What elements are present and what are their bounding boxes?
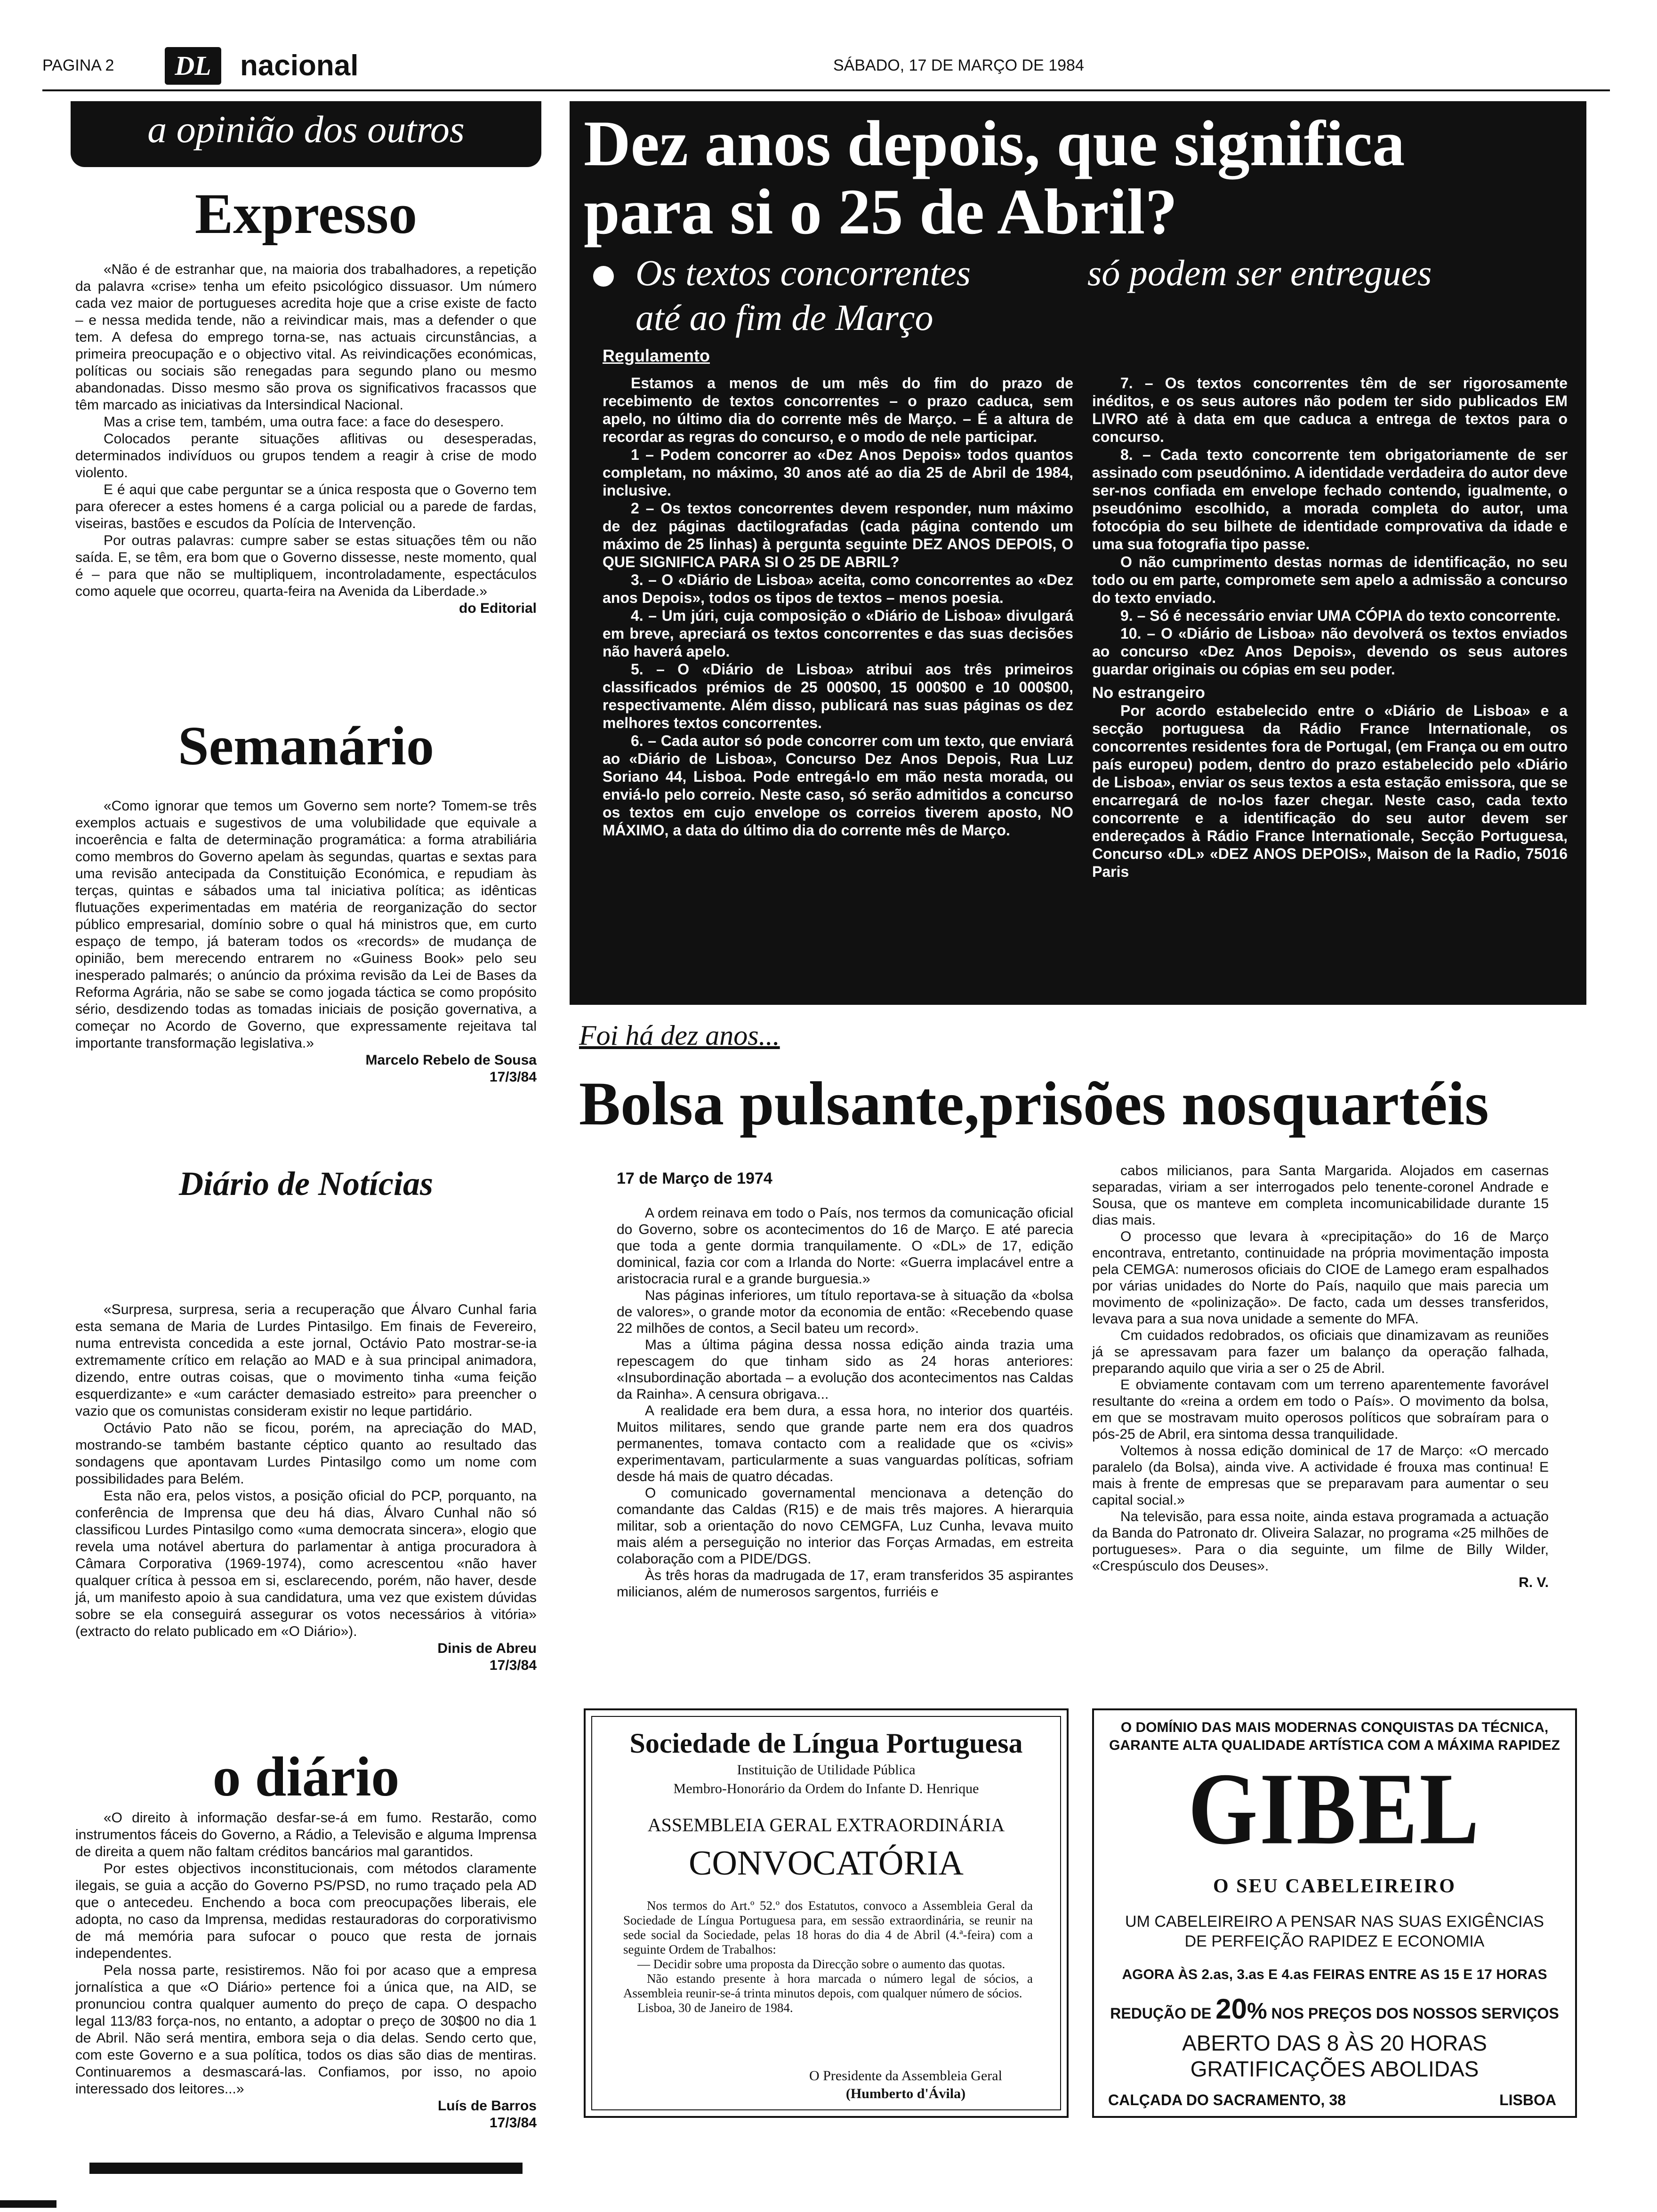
slp-note: Não estando presente à hora marcada o número legal de sócios, a Assembleia reunir-se-á trinta minutos depois, com qualquer número de sócios. (623, 1972, 1033, 2000)
paragraph: Às três horas da madrugada de 17, eram transferidos 35 aspirantes milicianos, além de numerosos sargentos, furriéis e (617, 1568, 1073, 1600)
gibel-city: LISBOA (1499, 2092, 1556, 2108)
slp-body-text: Nos termos do Art.º 52.º dos Estatutos, convoco a Assembleia Geral da Sociedade de Língua Portuguesa para, em sessão extraordinária, se reunir na sede social da Sociedade, pelas 18 horas do dia 4 de Abril (4.ª-feira) com a seguinte Ordem de Trabalhos: (623, 1899, 1033, 1956)
regulation-label: Regulamento (603, 346, 710, 365)
gibel-address: CALÇADA DO SACRAMENTO, 38 (1108, 2092, 1346, 2108)
contest-col2 (1092, 374, 1568, 881)
paragraph: 7. – Os textos concorrentes têm de ser rigorosamente inéditos, e os seus autores não podem ter sido publicados EM LIVRO até à data em que caduca a entrega de textos para o concurso. (1092, 375, 1568, 445)
contest-box (570, 101, 1586, 1005)
paragraph: «Surpresa, surpresa, seria a recuperação que Álvaro Cunhal faria esta semana de Maria de Lurdes Pintasilgo. Em finais de Fevereiro, numa entrevista concedida a este jornal, Octávio Pato mostrar-se-ia extremamente crítico em relação ao MAD e à sua principal animadora, dizendo, entre outras coisas, que o movimento tinha «uma feição esquerdizante» e «um carácter demasiado estreito» para preencher o vazio que os comunistas consideram existir no leque partidário. (75, 1302, 537, 1419)
dn-title: Diário de Notícias (179, 1165, 433, 1202)
footer-mark (0, 2200, 56, 2208)
contest-subtitle-right: só podem ser entregues (1087, 252, 1432, 293)
slp-ad (584, 1708, 1069, 2118)
column-end-bar (89, 2163, 523, 2174)
paragraph: Mas a última página dessa nossa edição ainda trazia uma repescagem do que tinham sido as 24 horas anteriores: «Insubordinação abortada – a evolução dos acontecimentos nas Caldas da Rainha». A censura obrigava... (617, 1337, 1073, 1402)
gibel-hours-days: AGORA ÀS 2.as, 3.as E 4.as FEIRAS ENTRE AS 15 E 17 HORAS (1122, 1967, 1547, 1982)
paragraph: 8. – Cada texto concorrente tem obrigatoriamente de ser assinado com pseudónimo. A identidade verdadeira do autor deve ser-nos confiada em envelope fechado contendo, igualmente, o pseudónimo escolhido, a morada completa do autor, uma fotocópia do seu bilhete de identidade comprovativa da idade e uma sua fotografia tipo passe. (1092, 446, 1568, 553)
abroad-label: No estrangeiro (1092, 684, 1205, 702)
semanario-text (75, 798, 537, 1086)
gibel-discount (1094, 1993, 1575, 2025)
issue-date: SÁBADO, 17 DE MARÇO DE 1984 (833, 56, 1084, 74)
paragraph: 3. – O «Diário de Lisboa» aceita, como concorrentes ao «Dez anos Depois», todos os tipos de textos – menos poesia. (603, 571, 1073, 606)
paragraph: Por acordo estabelecido entre o «Diário de Lisboa» e a secção portuguesa da Rádio France Internationale, os concorrentes residentes fora de Portugal, (em França ou em outro país europeu) podem, dentro do prazo estabelecido pelo «Diário de Lisboa», enviar os seus textos a esta estação emissora, que se encarregará de no-los fazer chegar. Neste caso, cada texto concorrente e a identificação do seu autor devem ser endereçados à Rádio France Internationale, Secção Portuguesa, Concurso «DL» «DEZ ANOS DEPOIS», Maison de la Radio, 75016 Paris (1092, 702, 1568, 880)
paragraph: O comunicado governamental mencionava a detenção do comandante das Caldas (R15) e de mais três majores. A hierarquia militar, sob a orientação do novo CEMGFA, Luz Cunha, levava muito mais além a perseguição no interior das Forças Armadas, em estreita colaboração com a PIDE/DGS. (617, 1485, 1073, 1567)
gibel-top1: O DOMÍNIO DAS MAIS MODERNAS CONQUISTAS DA TÉCNICA, (1120, 1720, 1549, 1735)
page-header (42, 47, 1610, 85)
newspaper-logo: DL (165, 47, 221, 85)
paragraph: E obviamente contavam com um terreno aparentemente favorável resultante do «reina a ordem em todo o País». O movimento da bolsa, em que se mostravam muito operosos políticos que sobraíram para o pós-25 de Abril, era sintoma dessa tranquilidade. (1092, 1377, 1549, 1442)
paragraph: A realidade era bem dura, a essa hora, no interior dos quartéis. Muitos militares, sendo que grande parte nem era dos quadros permanentes, tomava contacto com a realidade que os «civis» experimentavam, particularmente a suas vanguardas políticas, sofriam desde há mais de quatro décadas. (617, 1403, 1073, 1484)
paragraph: «Como ignorar que temos um Governo sem norte? Tomem-se três exemplos actuais e sugestivos de uma volubilidade que equivale a incoerência e falta de determinação programática: a forma atrabiliária como membros do Governo apelam às segundas, quartas e sextas para uma revisão antecipada da Constituição Económica, e repudiam às terças, quintas e sábados uma tal iniciativa política; as idênticas flutuações experimentadas em matéria de reorganização do sector público empresarial, domínio sobre o qual há ministros que, em curto espaço de tempo, já bateram todos os «records» de mudança de opinião, bem merecendo entrarem no «Guiness Book» pelo seu inesperado palmarés; o anúncio da próxima revisão da Lei de Bases da Reforma Agrária, não se sabe se como jogada táctica se como propósito sério, desdizendo todas as tomadas iniciais de posição governativa, a começar no Acordo de Governo, que expressamente rejeitava tal importante transformação legislativa.» (75, 798, 537, 1051)
history-col2 (1092, 1162, 1549, 1591)
paragraph: Na televisão, para essa noite, ainda estava programada a actuação da Banda do Patronato dr. Oliveira Salazar, no programa «25 milhões de portugueses». Para o dia seguinte, um filme de Billy Wilder, «Crespúsculo dos Deuses». (1092, 1509, 1549, 1574)
paragraph: Mas a crise tem, também, uma outra face: a face do desespero. (104, 414, 504, 430)
paragraph: Octávio Pato não se ficou, porém, na apreciação do MAD, mostrando-se também bastante céptico quanto ao resultado das sondagens que apontavam Lurdes Pintasilgo como um nome com possibilidades para Belém. (75, 1420, 537, 1487)
odiario-signature: Luís de Barros (437, 2098, 537, 2114)
history-dateline: 17 de Março de 1974 (617, 1170, 772, 1187)
paragraph: Voltemos à nossa edição dominical de 17 de Março: «O mercado paralelo (da Bolsa), ainda vive. A actividade é frouxa mas continua! E mais à frente de empresas que se preparavam para aumentar o seu capital social.» (1092, 1443, 1549, 1508)
paragraph: 1 – Podem concorrer ao «Dez Anos Depois» todos quantos completam, no máximo, 30 anos até ao dia 25 de Abril de 1984, inclusive. (603, 446, 1073, 499)
contest-subtitle-left: Os textos concorrentes (635, 252, 971, 293)
paragraph: cabos milicianos, para Santa Margarida. Alojados em casernas separadas, viriam a ser interrogados pelo tenente-coronel Andrade e Sousa, que os manteve em completa incomunicabilidade durante 15 dias mais. (1092, 1163, 1549, 1228)
expresso-title: Expresso (194, 182, 418, 246)
slp-place-date: Lisboa, 30 de Janeiro de 1984. (637, 2001, 793, 2015)
dn-date: 17/3/84 (489, 1658, 537, 1673)
gibel-brand: GIBEL (1188, 1752, 1481, 1866)
history-kicker: Foi há dez anos... (579, 1020, 780, 1051)
history-headline: Bolsa pulsante,prisões nosquartéis (579, 1069, 1489, 1138)
paragraph: 5. – O «Diário de Lisboa» atribui aos três primeiros classificados prémios de 25 000$00, 15 000$00 e 10 000$00, respectivamente. Além disso, publicará nas suas páginas os dez melhores textos concorrentes. (603, 661, 1073, 731)
paragraph: A ordem reinava em todo o País, nos termos da comunicação oficial do Governo, sobre os acontecimentos do 16 de Março. E até parecia que toda a gente dormia tranquilamente. O «DL» de 17, edição dominical, fazia cor com a Irlanda do Norte: «Guerra implacável entre a aristocracia rural e a grande burguesia.» (617, 1205, 1073, 1287)
paragraph: 2 – Os textos concorrentes devem responder, num máximo de dez páginas dactilografadas (cada página contendo um máximo de 25 linhas) à pergunta seguinte DEZ ANOS DEPOIS, O QUE SIGNIFICA PARA SI O 25 DE ABRIL? (603, 500, 1073, 570)
slp-sub2: Membro-Honorário da Ordem do Infante D. Henrique (673, 1781, 979, 1796)
opinion-banner (71, 101, 541, 167)
slp-title: Sociedade de Língua Portuguesa (629, 1728, 1023, 1759)
slp-agenda-item: — Decidir sobre uma proposta da Direcção sobre o aumento das quotas. (637, 1957, 1005, 1971)
history-col1 (617, 1205, 1073, 1600)
semanario-date: 17/3/84 (489, 1069, 537, 1085)
odiario-title: o diário (212, 1745, 400, 1808)
gibel-tips: GRATIFICAÇÕES ABOLIDAS (1190, 2057, 1479, 2081)
paragraph: 10. – O «Diário de Lisboa» não devolverá os textos enviados ao concurso «Dez Anos Depois», devendo os seus autores guardar originais ou cópias em seu poder. (1092, 625, 1568, 678)
contest-title-line2: para si o 25 de Abril? (584, 176, 1178, 248)
paragraph: E é aqui que cabe perguntar se a única resposta que o Governo tem para oferecer a estes homens é a carga policial ou a parede de fardas, viseiras, bastões e escudos da Polícia de Intervenção. (75, 482, 537, 531)
opinion-column (71, 101, 541, 2177)
paragraph: Esta não era, pelos vistos, a posição oficial do PCP, porquanto, na conferência de Imprensa que deu há dias, Álvaro Cunhal não só classificou Lurdes Pintasilgo como «uma democrata sincera», elogio que revela uma notável abertura do parlamentar à antiga procuradora à Câmara Corporativa (1969-1974), como acrescentou «não haver qualquer crítica à pessoa em si, esclarecendo, porém, não haver, desde já, um manifesto apoio à sua candidatura, uma vez que existem dúvidas sobre se ela conseguirá assegurar os votos necessários à vitória» (extracto do relato publicado em «O Diário»). (75, 1488, 537, 1639)
paragraph: «O direito à informação desfar-se-á em fumo. Restarão, como instrumentos fáceis do Governo, a Rádio, a Televisão e alguma Imprensa de direita a quem não faltam créditos bancários mal garantidos. (75, 1810, 537, 1859)
paragraph: Nas páginas inferiores, um título reportava-se à situação da «bolsa de valores», o grande motor da economia de então: «Recebendo quase 22 milhões de contos, a Secil bateu um record». (617, 1288, 1073, 1336)
paragraph: 6. – Cada autor só pode concorrer com um texto, que enviará ao «Diário de Lisboa», Concurso Dez Anos Depois, Rua Luz Soriano 44, Lisboa. Pode entregá-lo em mão nesta morada, ou enviá-lo pelo correio. Neste caso, só serão admitidos a concurso os textos em cujo envelope os correios tiverem aposto, NO MÁXIMO, a data do último dia do corrente mês de Março. (603, 732, 1073, 839)
gibel-ad (1092, 1708, 1577, 2118)
dn-signature: Dinis de Abreu (437, 1641, 537, 1656)
paragraph: Colocados perante situações aflitivas ou desesperadas, determinados indivíduos ou grupos tendem a reagir à crise de modo violento. (75, 431, 537, 481)
odiario-text (75, 1810, 537, 2132)
bullet-icon (593, 266, 614, 287)
contest-col1 (603, 374, 1073, 839)
odiario-date: 17/3/84 (489, 2115, 537, 2131)
expresso-text (75, 261, 537, 617)
contest-title-line1: Dez anos depois, que significa (584, 107, 1405, 179)
gibel-discount-pre: REDUÇÃO DE (1110, 2005, 1212, 2022)
section-name: nacional (240, 49, 359, 82)
contest-subtitle-line2: até ao fim de Março (635, 297, 933, 338)
paragraph: O processo que levara à «precipitação» do 16 de Março encontrava, entretanto, continuidade na própria movimentação imposta pela CEMGA: numerosos oficiais do CIOE de Lamego eram espalhados por várias unidades do Norte do País, naquilo que mais parecia um movimento de «polinização». De facto, cada um desses transferidos, levava para a sua nova unidade a semente do MFA. (1092, 1229, 1549, 1327)
slp-signer-name: (Humberto d'Ávila) (845, 2086, 966, 2101)
opinion-banner-text: a opinião dos outros (147, 108, 465, 151)
gibel-line2: DE PERFEIÇÃO RAPIDEZ E ECONOMIA (1184, 1932, 1485, 1950)
dn-text (75, 1301, 537, 1674)
page-number: PAGINA 2 (42, 56, 114, 74)
paragraph: Por outras palavras: cumpre saber se estas situações têm ou não saída. E, se têm, era bom que o Governo dissesse, neste momento, qual é – para que não se multipliquem, incontroladamente, espectáculos como aquele que ocorreu, quarta-feira na Avenida da Liberdade.» (75, 533, 537, 599)
paragraph: 4. – Um júri, cuja composição o «Diário de Lisboa» divulgará em breve, apreciará os textos concorrentes e das suas decisões não haverá apelo. (603, 607, 1073, 660)
slp-convocatoria: CONVOCATÓRIA (689, 1844, 964, 1883)
gibel-discount-sign: % (1247, 1999, 1267, 2024)
gibel-line1: UM CABELEIREIRO A PENSAR NAS SUAS EXIGÊNCIAS (1125, 1913, 1544, 1931)
gibel-tagline: O SEU CABELEIREIRO (1213, 1875, 1456, 1897)
gibel-top2: GARANTE ALTA QUALIDADE ARTÍSTICA COM A MÁXIMA RAPIDEZ (1109, 1738, 1560, 1753)
slp-body (623, 1899, 1033, 2015)
slp-sub1: Instituição de Utilidade Pública (737, 1762, 916, 1778)
slp-signer-role: O Presidente da Assembleia Geral (809, 2068, 1002, 2084)
expresso-signature: do Editorial (459, 601, 537, 616)
paragraph: 9. – Só é necessário enviar UMA CÓPIA do texto concorrente. (1120, 607, 1560, 624)
slp-assembly: ASSEMBLEIA GERAL EXTRAORDINÁRIA (647, 1814, 1005, 1835)
paragraph: Estamos a menos de um mês do fim do prazo de recebimento de textos concorrentes – o prazo caduca, sem apelo, no último dia do corrente mês de Março. – É a altura de recordar as regras do concurso, e o modo de nele participar. (603, 375, 1073, 445)
paragraph: O não cumprimento destas normas de identificação, no seu todo ou em parte, compromete sem apelo a admissão a concurso do texto enviado. (1092, 553, 1568, 606)
gibel-open: ABERTO DAS 8 ÀS 20 HORAS (1182, 2031, 1487, 2055)
gibel-discount-post: NOS PREÇOS DOS NOSSOS SERVIÇOS (1271, 2005, 1559, 2022)
paragraph: «Não é de estranhar que, na maioria dos trabalhadores, a repetição da palavra «crise» tenha um efeito psicológico dissuasor. Um número cada vez maior de portugueses acredita hoje que a crise existe de facto – e nessa medida tende, não a reivindicar mais, mas a defender o que tem. A defesa do emprego torna-se, nas actuais circunstâncias, a primeira preocupação e o objectivo vital. As reivindicações económicas, políticas ou sociais são renegadas para segundo plano ou mesmo abandonadas. Disso mesmo são prova os significativos fracassos que têm marcado as iniciativas da Intersindical Nacional. (75, 262, 537, 413)
semanario-signature: Marcelo Rebelo de Sousa (365, 1052, 537, 1068)
gibel-discount-pct: 20 (1215, 1993, 1247, 2025)
history-signature: R. V. (1519, 1575, 1549, 1590)
paragraph: Por estes objectivos inconstitucionais, com métodos claramente ilegais, se guia a acção do Governo PS/PSD, no rumo traçado pela AD que o antecedeu. Enchendo a boca com preocupações liberais, ele adopta, no caso da Imprensa, medidas restauradoras do corporativismo de má memória para sufocar o pouco que resta de jornais independentes. (75, 1861, 537, 1961)
paragraph: Pela nossa parte, resistiremos. Não foi por acaso que a empresa jornalística a que «O Diário» pertence foi a única que, na AID, se pronunciou contra qualquer aumento do preço de capa. O despacho legal 113/83 força-nos, no entanto, a adoptar o preço de 30$00 no dia 1 de Abril. Não será mentira, embora seja o dia delas. Sendo certo que, com este Governo e a sua política, todos os dias são dias de mentiras. Continuaremos a desmascará-las. Confiamos, por isso, no apoio interessado dos leitores...» (75, 1963, 537, 2097)
header-rule (42, 89, 1610, 91)
paragraph: Cm cuidados redobrados, os oficiais que dinamizavam as reuniões já se apressavam para fazer um balanço da operação falhada, preparando aquilo que viria a ser o 25 de Abril. (1092, 1328, 1549, 1376)
semanario-title: Semanário (177, 715, 434, 777)
